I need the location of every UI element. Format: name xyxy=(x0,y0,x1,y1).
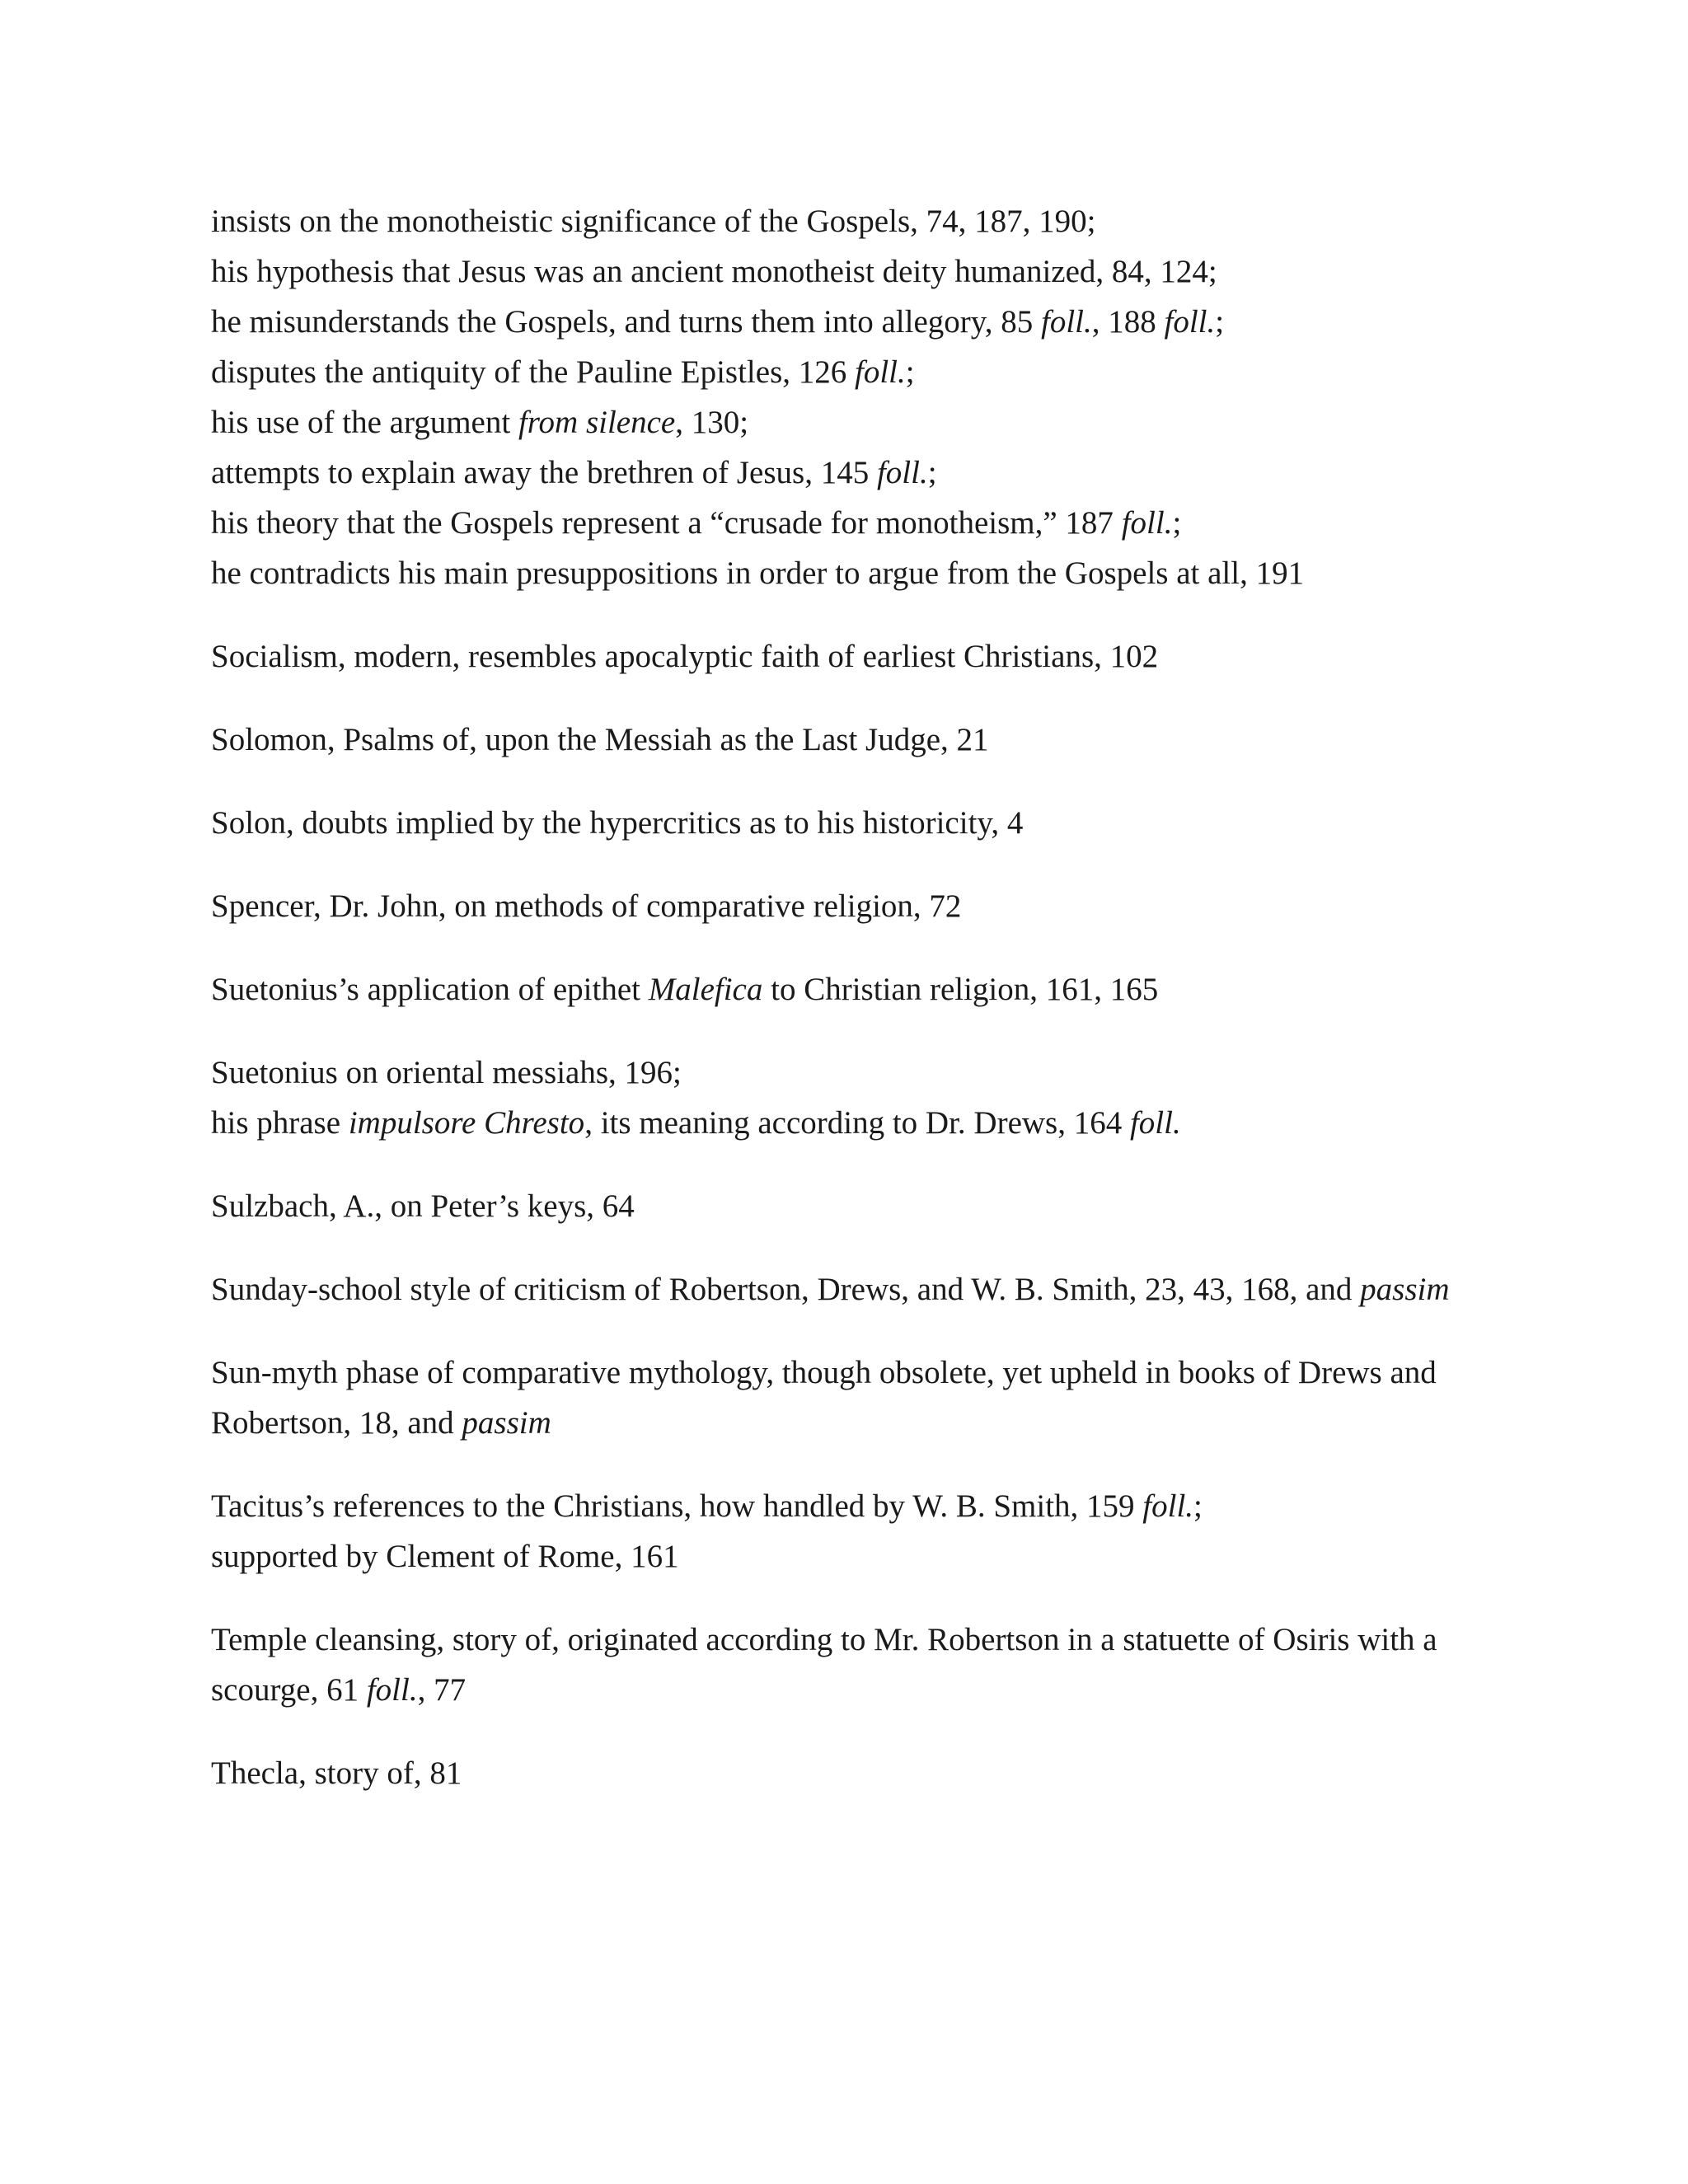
index-subentry-line xyxy=(211,548,1497,598)
text-run: Spencer, Dr. John, on methods of comparative religion, 72 xyxy=(211,888,962,924)
italic-text: foll. xyxy=(855,354,906,390)
text-run: his phrase xyxy=(211,1105,349,1141)
text-run: his theory that the Gospels represent a “crusade for monotheism,” 187 xyxy=(211,505,1122,541)
index-entry xyxy=(211,1615,1497,1715)
index-entry-heading-line xyxy=(211,1748,1497,1798)
index-subentry-line xyxy=(211,448,1497,498)
text-run: attempts to explain away the brethren of Jesus, 145 xyxy=(211,455,877,490)
italic-text: Malefica xyxy=(648,972,763,1007)
index-subentry-line xyxy=(211,297,1497,347)
text-run: Solon, doubts implied by the hypercritics as to his historicity, 4 xyxy=(211,805,1024,841)
text-run: his use of the argument xyxy=(211,405,518,440)
italic-text: passim xyxy=(462,1405,551,1441)
index-entry-heading-line xyxy=(211,631,1497,682)
text-run: Sun-myth phase of comparative mythology, though obsolete, yet upheld in books of Drews and Robertson, 18, and xyxy=(211,1355,1437,1441)
index-entry-heading-line xyxy=(211,1481,1497,1531)
index-entry xyxy=(211,1264,1497,1315)
index-subentry-line xyxy=(211,397,1497,448)
italic-text: from silence xyxy=(518,405,676,440)
text-run: , 77 xyxy=(417,1672,467,1708)
index-subentry-line xyxy=(211,1531,1497,1582)
index-subentry-line xyxy=(211,246,1497,297)
italic-text: foll. xyxy=(1142,1488,1194,1524)
text-run: , 188 xyxy=(1091,304,1165,340)
index-entry xyxy=(211,1748,1497,1798)
italic-text: foll. xyxy=(1040,304,1092,340)
text-run: Suetonius on oriental messiahs, 196; xyxy=(211,1055,682,1090)
text-run: ; xyxy=(927,455,937,490)
text-run: Socialism, modern, resembles apocalyptic faith of earliest Christians, 102 xyxy=(211,639,1159,674)
index-entry xyxy=(211,1047,1497,1148)
index-entry xyxy=(211,1347,1497,1448)
index-entry-heading-line xyxy=(211,798,1497,848)
text-run: disputes the antiquity of the Pauline Epistles, 126 xyxy=(211,354,855,390)
index-entry-heading-line xyxy=(211,1181,1497,1231)
italic-text: foll. xyxy=(1129,1105,1181,1141)
italic-text: foll. xyxy=(876,455,928,490)
index-entry xyxy=(211,881,1497,931)
index-entry xyxy=(211,964,1497,1015)
text-run: ; xyxy=(1172,505,1182,541)
index-entry-heading-line xyxy=(211,1347,1497,1448)
index-entry-heading-line xyxy=(211,1047,1497,1098)
text-run: Sunday-school style of criticism of Robertson, Drews, and W. B. Smith, 23, 43, 168, and xyxy=(211,1272,1361,1307)
text-run: Solomon, Psalms of, upon the Messiah as the Last Judge, 21 xyxy=(211,722,989,757)
index-subentry-line xyxy=(211,1098,1497,1148)
italic-text: passim xyxy=(1360,1272,1450,1307)
text-run: Sulzbach, A., on Peter’s keys, 64 xyxy=(211,1188,635,1224)
italic-text: impulsore Chresto xyxy=(348,1105,585,1141)
index-entry xyxy=(211,631,1497,682)
index-entry xyxy=(211,798,1497,848)
italic-text: foll. xyxy=(1164,304,1216,340)
index-entry xyxy=(211,1181,1497,1231)
text-run: ; xyxy=(905,354,915,390)
index-entry-heading-line xyxy=(211,196,1497,246)
index-entry xyxy=(211,196,1497,598)
index-entry-heading-line xyxy=(211,964,1497,1015)
index-entry-heading-line xyxy=(211,881,1497,931)
text-run: he misunderstands the Gospels, and turns them into allegory, 85 xyxy=(211,304,1041,340)
index-entry xyxy=(211,1481,1497,1582)
text-run: , its meaning according to Dr. Drews, 164 xyxy=(584,1105,1130,1141)
index-page xyxy=(211,196,1497,1831)
text-run: Suetonius’s application of epithet xyxy=(211,972,649,1007)
text-run: Thecla, story of, 81 xyxy=(211,1755,462,1791)
text-run: he contradicts his main presuppositions in order to argue from the Gospels at all, 191 xyxy=(211,555,1305,591)
italic-text: foll. xyxy=(366,1672,418,1708)
italic-text: foll. xyxy=(1121,505,1173,541)
index-subentry-line xyxy=(211,498,1497,548)
index-entry-heading-line xyxy=(211,715,1497,765)
text-run: his hypothesis that Jesus was an ancient monotheist deity humanized, 84, 124; xyxy=(211,254,1217,289)
text-run: Tacitus’s references to the Christians, how handled by W. B. Smith, 159 xyxy=(211,1488,1143,1524)
text-run: ; xyxy=(1215,304,1225,340)
text-run: ; xyxy=(1193,1488,1203,1524)
index-entry-heading-line xyxy=(211,1264,1497,1315)
text-run: insists on the monotheistic significance of the Gospels, 74, 187, 190; xyxy=(211,204,1096,239)
text-run: , 130; xyxy=(675,405,749,440)
text-run: supported by Clement of Rome, 161 xyxy=(211,1539,679,1574)
index-entry xyxy=(211,715,1497,765)
text-run: to Christian religion, 161, 165 xyxy=(762,972,1159,1007)
index-entry-heading-line xyxy=(211,1615,1497,1715)
text-run: Temple cleansing, story of, originated according to Mr. Robertson in a statuette of Osiris with a scourge, 61 xyxy=(211,1622,1437,1708)
index-subentry-line xyxy=(211,347,1497,397)
